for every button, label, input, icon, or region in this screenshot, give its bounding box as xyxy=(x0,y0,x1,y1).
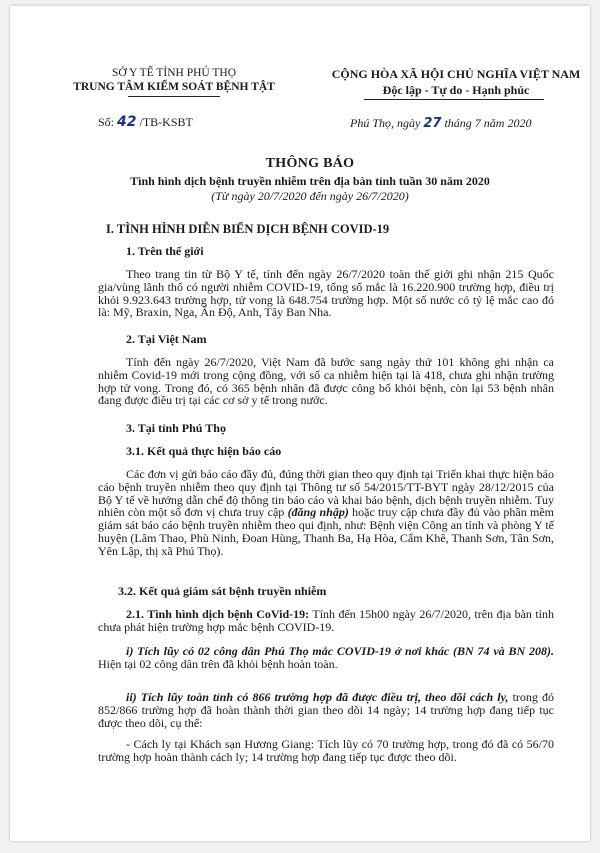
org-center: TRUNG TÂM KIỂM SOÁT BỆNH TẬT xyxy=(73,81,275,93)
national-heading xyxy=(322,66,590,98)
issuing-organization xyxy=(64,66,284,94)
paragraph-report xyxy=(98,468,554,558)
heading-world: 1. Trên thế giới xyxy=(126,244,204,258)
heading-vietnam: 2. Tại Việt Nam xyxy=(126,332,207,346)
covid-status-text: Tính đến 15h00 ngày 26/7/2020, trên địa bàn tỉnh chưa phát hiện trường hợp mắc bệnh COVID-19. xyxy=(98,607,554,634)
quarantine-highlight: ii) Tích lũy toàn tỉnh có 866 trường hợp đã được điều trị, theo dõi cách ly, xyxy=(126,690,509,704)
heading-surveillance: 3.2. Kết quả giám sát bệnh truyền nhiễm xyxy=(118,584,327,598)
covid-status-label: 2.1. Tình hình dịch bệnh CoVid-19: xyxy=(126,607,310,621)
quarantine-text: trong đó 852/866 trường hợp đã hoàn thành thời gian theo dõi 14 ngày; 14 trường hợp đang tiếp tục được theo dõi, cụ thể: xyxy=(98,690,554,730)
report-text-login: (đăng nhập) xyxy=(287,505,349,520)
date-range: (Từ ngày 20/7/2020 đến ngày 26/7/2020) xyxy=(211,189,409,203)
report-text-a: Các đơn vị gửi báo cáo đầy đủ, đúng thời gian theo quy định tại Triển khai thực hiện báo cáo bệnh truyền nhiễm theo quy định tại Thông tư số 54/2015/TT-BYT ngày 28/12/2015 của Bộ Y tế về hướng dẫn chế độ thông tin báo cáo và khai báo bệnh, dịch bệnh truyền nhiễm. Tuy nhiên còn một số đơn vị chưa truy cập xyxy=(98,467,554,520)
paragraph-quarantine xyxy=(98,691,554,729)
document-page xyxy=(10,6,590,841)
paragraph-cases xyxy=(98,645,554,671)
paragraph-vietnam: Tính đến ngày 26/7/2020, Việt Nam đã bước sang ngày thứ 101 không ghi nhận ca nhiễm Covid-19 mới trong cộng đồng, với số ca nhiễm hiện tại là 418, chưa ghi nhận trường hợp tử vong. Trong đó, có 365 bệnh nhân đã được công bố khỏi bệnh, còn lại 53 bệnh nhân đang được điều trị tại các cơ sở y tế trong nước. xyxy=(98,355,554,408)
paragraph-world: Theo trang tin từ Bộ Y tế, tính đến ngày 26/7/2020 toàn thế giới ghi nhận 215 Quốc gia/vùng lãnh thổ có người nhiễm COVID-19, tổng số mắc là 16.220.900 trường hợp, điều trị khỏi 9.923.643 trường hợp, tử vong là 648.754 trường hợp. Một số nước có tỷ lệ mắc cao đó là: Mỹ, Braxin, Nga, Ấn Độ, Anh, Tây Ban Nha. xyxy=(98,267,554,320)
date-prefix: Phú Thọ, ngày xyxy=(350,116,421,130)
paragraph-covid-status xyxy=(98,608,554,634)
handwritten-number: 42 xyxy=(117,114,137,130)
org-underline xyxy=(128,96,220,97)
cases-text: Hiện tại 02 công dân trên đã khỏi bệnh hoàn toàn. xyxy=(98,656,338,671)
number-label: Số: xyxy=(98,115,115,129)
document-subtitle: Tình hình dịch bệnh truyền nhiễm trên địa bàn tỉnh tuần 30 năm 2020 xyxy=(130,174,490,188)
nation-name: CỘNG HÒA XÃ HỘI CHỦ NGHĨA VIỆT NAM xyxy=(331,67,581,81)
report-text-c: hoặc truy cập chưa đầy đủ vào phần mềm giám sát báo cáo bệnh truyền nhiễm theo qui định, như: Bệnh viện Công an tỉnh và phòng Y tế huyện (Lâm Thao, Phù Ninh, Đoan Hùng, Thanh Ba, Hạ Hòa, Cẩm Khê, Thanh Sơn, Tân Sơn, Yên Lập, thị xã Phú Thọ). xyxy=(98,505,555,558)
handwritten-day: 27 xyxy=(423,116,442,131)
document-number xyxy=(98,114,193,130)
motto-underline xyxy=(364,99,544,100)
org-department: SỞ Y TẾ TỈNH PHÚ THỌ xyxy=(111,67,237,79)
heading-report-results: 3.1. Kết quả thực hiện báo cáo xyxy=(126,444,282,458)
heading-phutho: 3. Tại tỉnh Phú Thọ xyxy=(126,421,226,435)
date-suffix: tháng 7 năm 2020 xyxy=(444,116,532,130)
cases-highlight: i) Tích lũy có 02 công dân Phú Thọ mắc COVID-19 ở nơi khác (BN 74 và BN 208). xyxy=(126,644,554,658)
section-heading-covid: I. TÌNH HÌNH DIỄN BIẾN DỊCH BỆNH COVID-19 xyxy=(106,222,390,236)
document-title: THÔNG BÁO xyxy=(265,156,355,171)
national-motto: Độc lập - Tự do - Hạnh phúc xyxy=(382,83,530,97)
number-suffix: /TB-KSBT xyxy=(139,115,193,129)
document-date xyxy=(350,116,531,131)
paragraph-hotel: - Cách ly tại Khách sạn Hương Giang: Tích lũy có 70 trường hợp, trong đó đã có 56/70 trường hợp hoàn thành cách ly; 14 trường hợp đang tiếp tục được theo dõi. xyxy=(98,737,554,764)
